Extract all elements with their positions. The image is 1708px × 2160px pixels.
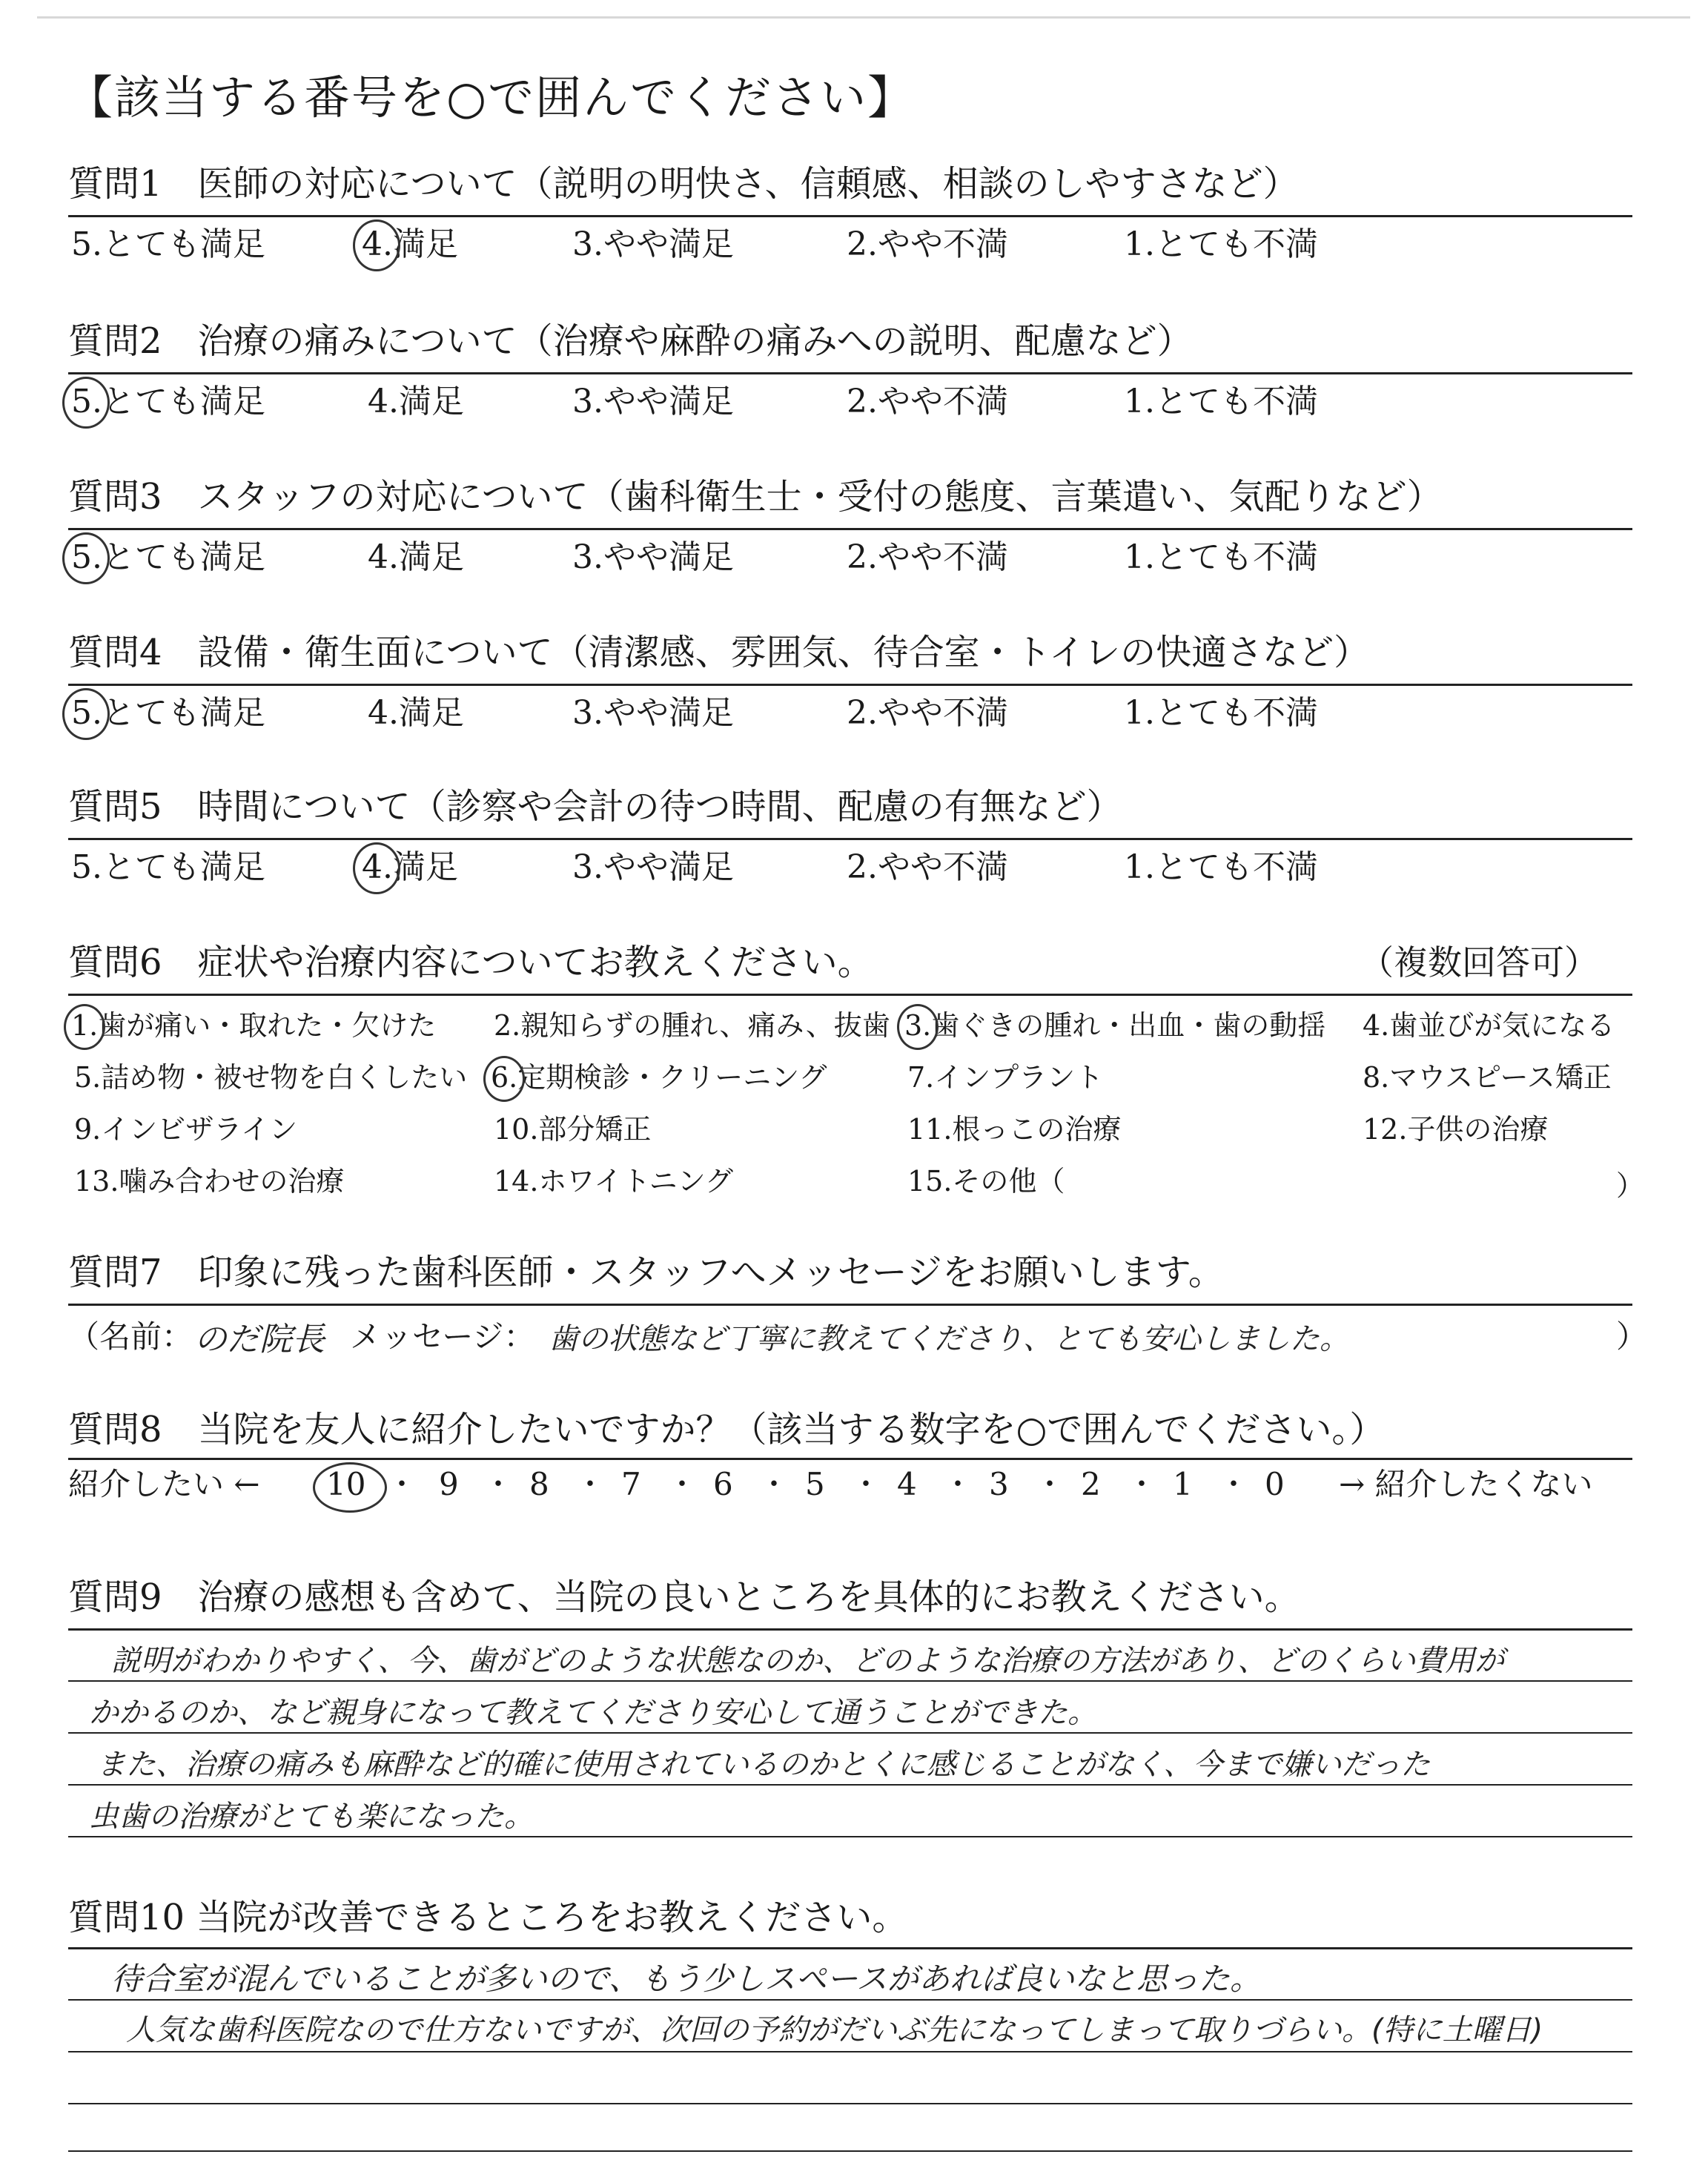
q3-title: 質問3 スタッフの対応について（歯科衛生士・受付の態度、言葉遣い、気配りなど）	[68, 476, 1443, 518]
q10-rule-3	[68, 2103, 1632, 2104]
q8-score-3[interactable]: 3	[989, 1466, 1009, 1502]
q8-separator: ・	[943, 1467, 973, 1502]
q6-option-9[interactable]: 9.インビザライン	[74, 1113, 298, 1146]
q8-separator: ・	[667, 1467, 697, 1502]
q4-option-1[interactable]: 1.とても不満	[1124, 694, 1318, 732]
q6-title: 質問6 症状や治療内容についてお教えください。	[68, 942, 873, 983]
q5-rule	[68, 838, 1632, 840]
q9-rule-0	[68, 1628, 1632, 1631]
q8-score-5[interactable]: 5	[805, 1466, 825, 1502]
q5-option-1[interactable]: 1.とても不満	[1124, 848, 1318, 886]
selection-circle	[897, 1004, 939, 1050]
q6-option-4[interactable]: 4.歯並びが気になる	[1363, 1009, 1615, 1042]
q2-option-4[interactable]: 4.満足	[368, 383, 464, 420]
q8-score-4[interactable]: 4	[897, 1466, 917, 1502]
q3-options	[0, 535, 1708, 580]
q8-score-6[interactable]: 6	[713, 1466, 733, 1502]
q8-separator: ・	[1219, 1467, 1248, 1502]
q9-rule-1	[68, 1680, 1632, 1682]
q6-other-close-paren: ）	[1616, 1169, 1645, 1202]
q8-separator: ・	[1127, 1467, 1156, 1502]
q2-option-1[interactable]: 1.とても不満	[1124, 383, 1318, 420]
q6-rule	[68, 994, 1632, 996]
q9-answer-line-3[interactable]: また、治療の痛みも麻酔など的確に使用されているのかとくに感じることがなく、今まで嫌いだった	[96, 1748, 1431, 1782]
q3-option-2[interactable]: 2.やや不満	[847, 538, 1008, 576]
q8-title: 質問8 当院を友人に紹介したいですか？（該当する数字を○で囲んでください。）	[68, 1409, 1386, 1450]
q1-option-2[interactable]: 2.やや不満	[847, 225, 1008, 263]
q3-option-3[interactable]: 3.やや満足	[572, 538, 734, 576]
selection-circle	[483, 1056, 525, 1102]
q4-option-5[interactable]: 5.とても満足	[71, 691, 265, 736]
q6-option-1[interactable]: 1.歯が痛い・取れた・欠けた	[71, 1007, 436, 1044]
q3-option-5[interactable]: 5.とても満足	[71, 535, 265, 580]
q10-rule-4	[68, 2150, 1632, 2152]
q2-option-2[interactable]: 2.やや不満	[847, 383, 1008, 420]
q6-option-8[interactable]: 8.マウスピース矯正	[1363, 1061, 1612, 1094]
q8-separator: ・	[575, 1467, 605, 1502]
q8-right-label: → 紹介したくない	[1339, 1466, 1593, 1502]
q6-multiple-note: （複数回答可）	[1360, 942, 1598, 982]
q7-close-paren: ）	[1616, 1318, 1648, 1355]
q1-option-3[interactable]: 3.やや満足	[572, 225, 734, 263]
q6-option-10[interactable]: 10.部分矯正	[494, 1113, 652, 1146]
q4-option-2[interactable]: 2.やや不満	[847, 694, 1008, 732]
q1-options	[0, 222, 1708, 267]
q2-title: 質問2 治療の痛みについて（治療や麻酔の痛みへの説明、配慮など）	[68, 320, 1193, 362]
q8-score-2[interactable]: 2	[1081, 1466, 1101, 1502]
q8-score-1[interactable]: 1	[1173, 1466, 1193, 1502]
q5-option-2[interactable]: 2.やや不満	[847, 848, 1008, 886]
q8-separator: ・	[387, 1467, 417, 1502]
q6-option-11[interactable]: 11.根っこの治療	[907, 1113, 1122, 1146]
q4-option-4[interactable]: 4.満足	[368, 694, 464, 732]
q9-answer-line-4[interactable]: 虫歯の治療がとても楽になった。	[89, 1800, 534, 1834]
q9-title: 質問9 治療の感想も含めて、当院の良いところを具体的にお教えください。	[68, 1576, 1300, 1618]
q8-score-10[interactable]: 10	[326, 1466, 366, 1502]
q4-options	[0, 691, 1708, 736]
q7-rule	[68, 1304, 1632, 1306]
q6-option-2[interactable]: 2.親知らずの腫れ、痛み、抜歯	[494, 1009, 890, 1042]
q9-answer-line-2[interactable]: かかるのか、など親身になって教えてくださり安心して通うことができた。	[89, 1696, 1097, 1730]
q4-rule	[68, 684, 1632, 686]
q6-option-12[interactable]: 12.子供の治療	[1363, 1113, 1549, 1146]
top-border	[37, 16, 1690, 19]
q7-name-label: （名前：	[68, 1318, 193, 1355]
q8-separator: ・	[851, 1467, 881, 1502]
q4-option-3[interactable]: 3.やや満足	[572, 694, 734, 732]
q9-answer-line-1[interactable]: 説明がわかりやすく、今、歯がどのような状態なのか、どのような治療の方法があり、どのくらい費用が	[111, 1644, 1505, 1678]
q7-message-value[interactable]: 歯の状態など丁寧に教えてくださり、とても安心しました。	[549, 1322, 1349, 1356]
q5-options	[0, 845, 1708, 890]
q7-name-value[interactable]: のだ院長	[194, 1321, 325, 1358]
q7-message-label: メッセージ：	[350, 1318, 535, 1355]
q6-option-6[interactable]: 6.定期検診・クリーニング	[491, 1059, 827, 1096]
q6-option-13[interactable]: 13.噛み合わせの治療	[74, 1165, 345, 1198]
q9-rule-4	[68, 1836, 1632, 1837]
q5-option-5[interactable]: 5.とても満足	[71, 848, 265, 886]
q1-option-5[interactable]: 5.とても満足	[71, 225, 265, 263]
q3-option-1[interactable]: 1.とても不満	[1124, 538, 1318, 576]
q9-rule-2	[68, 1732, 1632, 1734]
q10-answer-line-1[interactable]: 待合室が混んでいることが多いので、もう少しスペースがあれば良いなと思った。	[111, 1961, 1262, 1997]
q6-option-14[interactable]: 14.ホワイトニング	[494, 1165, 734, 1198]
q10-rule-2	[68, 2051, 1632, 2052]
q8-score-9[interactable]: 9	[439, 1466, 459, 1502]
selection-circle	[64, 1004, 105, 1050]
q3-rule	[68, 528, 1632, 530]
q2-option-3[interactable]: 3.やや満足	[572, 383, 734, 420]
q10-title: 質問10 当院が改善できるところをお教えください。	[68, 1897, 908, 1938]
q6-option-15[interactable]: 15.その他（	[907, 1165, 1065, 1198]
q8-score-0[interactable]: 0	[1265, 1466, 1285, 1502]
q5-option-3[interactable]: 3.やや満足	[572, 848, 734, 886]
q6-option-3[interactable]: 3.歯ぐきの腫れ・出血・歯の動揺	[904, 1007, 1325, 1044]
q5-option-4[interactable]: 4.満足	[362, 845, 458, 890]
q8-separator: ・	[759, 1467, 789, 1502]
q8-separator: ・	[483, 1467, 513, 1502]
q10-answer-line-2[interactable]: 人気な歯科医院なので仕方ないですが、次回の予約がだいぶ先になってしまって取りづらい。(特に土曜日)	[126, 2013, 1543, 2047]
q2-option-5[interactable]: 5.とても満足	[71, 380, 265, 424]
q1-option-4[interactable]: 4.満足	[362, 222, 458, 267]
q8-left-label: 紹介したい ←	[68, 1466, 260, 1502]
q2-options	[0, 380, 1708, 424]
q6-option-5[interactable]: 5.詰め物・被せ物を白くしたい	[74, 1061, 468, 1094]
q8-separator: ・	[1035, 1467, 1065, 1502]
q6-option-7[interactable]: 7.インプラント	[907, 1061, 1104, 1094]
q7-title: 質問7 印象に残った歯科医師・スタッフへメッセージをお願いします。	[68, 1252, 1224, 1293]
q10-rule-1	[68, 1999, 1632, 2001]
q8-score-7[interactable]: 7	[621, 1466, 641, 1502]
q1-title: 質問1 医師の対応について（説明の明快さ、信頼感、相談のしやすさなど）	[68, 163, 1299, 205]
q8-scale	[68, 1462, 1640, 1507]
page-title: 【該当する番号を○で囲んでください】	[67, 70, 916, 125]
q2-rule	[68, 372, 1632, 374]
q8-score-8[interactable]: 8	[529, 1466, 549, 1502]
q1-option-1[interactable]: 1.とても不満	[1124, 225, 1318, 263]
q1-rule	[68, 215, 1632, 217]
q5-title: 質問5 時間について（診察や会計の待つ時間、配慮の有無など）	[68, 786, 1122, 828]
q4-title: 質問4 設備・衛生面について（清潔感、雰囲気、待合室・トイレの快適さなど）	[68, 632, 1370, 673]
q9-rule-3	[68, 1784, 1632, 1786]
q10-rule-0	[68, 1947, 1632, 1949]
q3-option-4[interactable]: 4.満足	[368, 538, 464, 576]
q8-rule	[68, 1458, 1632, 1460]
